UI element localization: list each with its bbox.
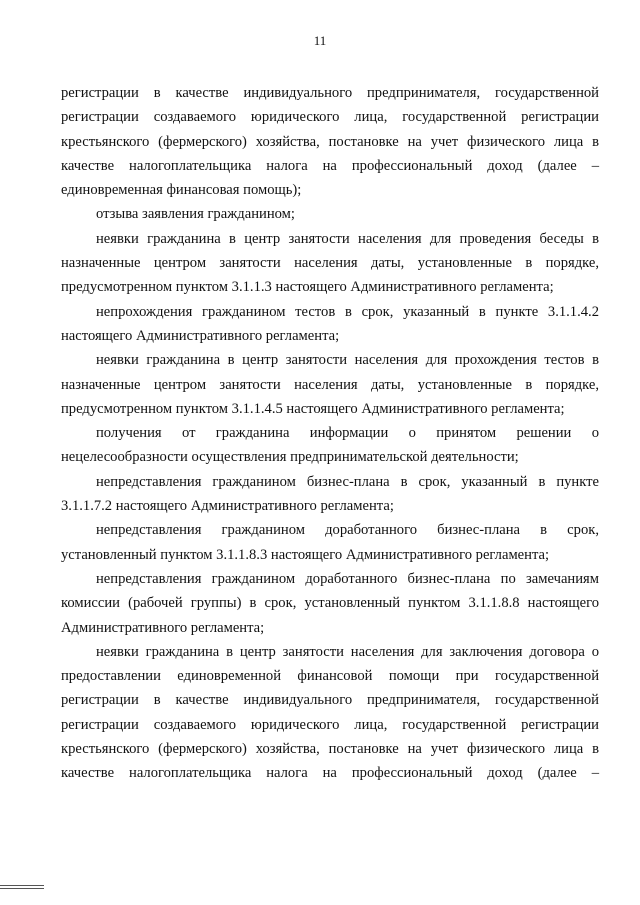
paragraph-continuation: регистрации в качестве индивидуального предпринимателя, государственной регистрации создаваемого юридического лица, государственной регистрации крестьянского (фермерского) хозяйства, постановке на учет физического лица в качестве налогоплательщика налога на профессиональный доход (далее – единовременная финансовая помощь); [61, 85, 599, 199]
page-number: 11 [313, 33, 327, 48]
paragraph-no-revised-plan-commission: непредставления гражданином доработанного бизнес-плана по замечаниям комиссии (рабочей группы) в срок, установленный пунктом 3.1.1.8.8 настоящего Административного регламента; [61, 570, 599, 636]
paragraph-decision-info: получения от гражданина информации о принятом решении о нецелесообразности осуществления предпринимательской деятельности; [61, 425, 599, 466]
footer-mark [0, 885, 44, 889]
paragraph-withdrawal: отзыва заявления гражданином; [96, 206, 295, 223]
paragraph-no-show-contract: неявки гражданина в центр занятости населения для заключения договора о предоставлении единовременной финансовой помощи при государственной регистрации в качестве индивидуального предпринимателя, государственной регистрации создаваемого юридического лица, государственной регистрации крестьянского (фермерского) хозяйства, постановке на учет физического лица в качестве налогоплательщика налога на профессиональный доход (далее – [61, 643, 599, 782]
paragraph-no-show-interview: неявки гражданина в центр занятости населения для проведения беседы в назначенные центром занятости населения даты, установленные в порядке, предусмотренном пунктом 3.1.1.3 настоящего Административного регламента; [61, 230, 599, 296]
document-body [61, 81, 599, 786]
paragraph-no-revised-plan: непредставления гражданином доработанного бизнес-плана в срок, установленный пунктом 3.1.1.8.3 настоящего Административного регламента; [61, 522, 599, 563]
paragraph-no-show-tests: неявки гражданина в центр занятости населения для прохождения тестов в назначенные центром занятости населения даты, установленные в порядке, предусмотренном пунктом 3.1.1.4.5 настоящего Административного регламента; [61, 352, 599, 417]
paragraph-tests-not-passed: непрохождения гражданином тестов в срок, указанный в пункте 3.1.1.4.2 настоящего Административного регламента; [61, 303, 599, 344]
paragraph-no-business-plan: непредставления гражданином бизнес-плана в срок, указанный в пункте 3.1.1.7.2 настоящего Административного регламента; [61, 473, 599, 515]
